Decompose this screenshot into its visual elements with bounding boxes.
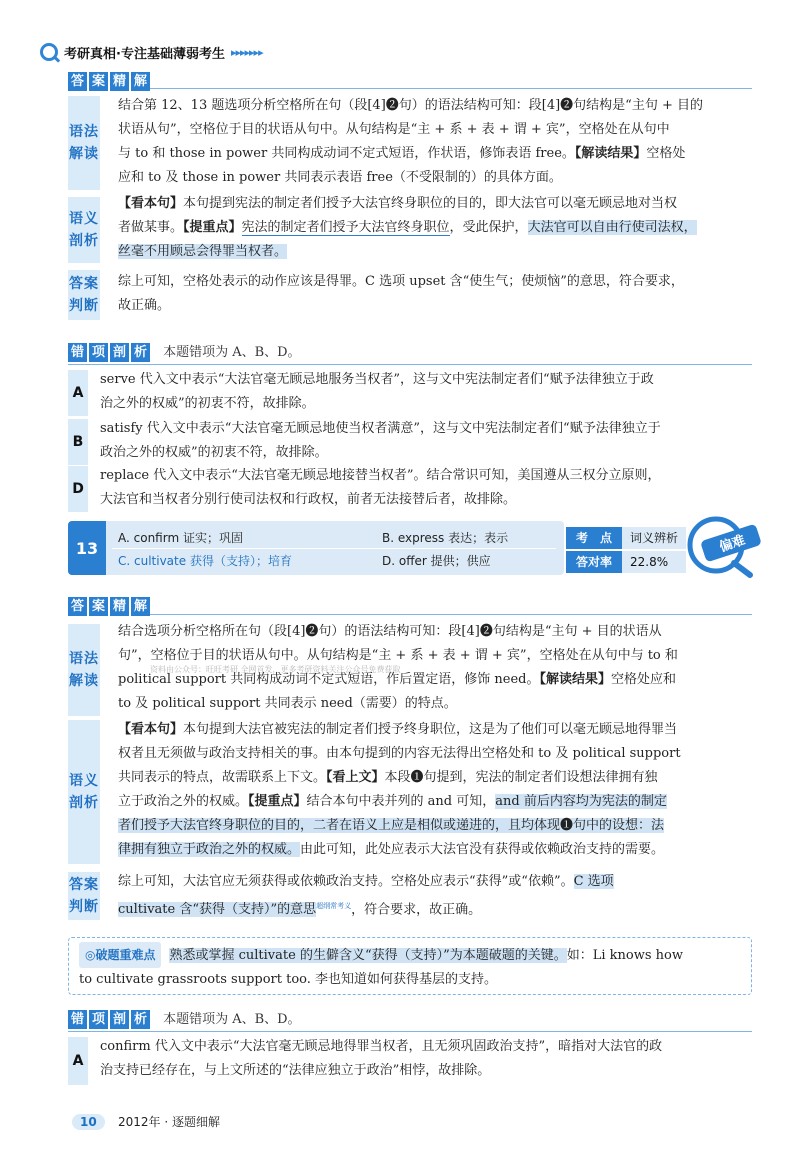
meaning-text: 【看本句】本句提到宪法的制定者们授予大法官终身职位的目的，即大法官可以毫无顾忌地对当权 者做某事。【提重点】宪法的制定者们授予大法官终身职位，受此保护，大法官可以自由行使司法权， 丝毫不用顾忌会得罪当权者。 bbox=[118, 196, 697, 259]
kaodian-row bbox=[566, 527, 686, 549]
watermark: 资料由公众号：旺旺考研 全网首发，更多考研资料关注公众号免费获取 bbox=[150, 665, 401, 674]
divider bbox=[150, 88, 752, 89]
grammar-label: 语法解读 bbox=[68, 96, 100, 190]
wrong-options-tag: 错 项 剖 析 本题错项为 A、B、D。 bbox=[68, 343, 304, 362]
wrong-option-a: serve 代入文中表示“大法官毫无顾忌地服务当权者”，这与文中宪法制定者们“赋予法律独立于政 治之外的权威”的初衷不符，故排除。 bbox=[100, 372, 654, 411]
grammar-text-2: 结合选项分析空格所在句（段[4]❷句）的语法结构可知：段[4]❷句结构是“主句 + 目的状语从 句”，空格位于目的状语从句中。从句结构是“主 + 系 + 表 + 谓 + 宾”，空格处在从句中与 to 和 political support 共同构成动词不定式短语，作后置定语，修饰 need。【解读结果】空格处应和 to 及 political support 共同表示 need（需要）的特点。 bbox=[118, 624, 678, 711]
option-letter-b: B bbox=[68, 419, 88, 465]
option-a: A. confirm 证实；巩固 bbox=[118, 531, 243, 545]
grammar-text: 结合第 12、13 题选项分析空格所在句（段[4]❷句）的语法结构可知：段[4]❷句结构是“主句 + 目的 状语从句”，空格位于目的状语从句中。从句结构是“主 + 系 + 表 + 谓 + 宾”，空格处在从句中 与 to 和 those in power 共同构成动词不定式短语，作状语，修饰表语 free。【解读结果】空格处 应和 to 及 those in power 共同表示表语 free（不受限制的）的具体方面。 bbox=[118, 98, 703, 185]
kaodian-label: 考 点 bbox=[566, 527, 622, 549]
option-b: B. express 表达；表示 bbox=[382, 531, 509, 545]
meaning-text-2: 【看本句】本句提到大法官被宪法的制定者们授予终身职位，这是为了他们可以毫无顾忌地得罪当 权者且无须做与政治支持相关的事。由本句提到的内容无法得出空格处和 to 及 political support 共同表示的特点，故需联系上下文。【看上文】本段❶句提到，宪法的制定者们设想法律拥有独 立于政治之外的权威。【提重点】结合本句中表并列的 and 可知，and 前后内容均为宪法的制定 者们授予大法官终身职位的目的，二者在语义上应是相似或递进的，且均体现❶句中的设想：法 律拥有独立于政治之外的权威。由此可知，此处应表示大法官没有获得或依赖政治支持的需要。 bbox=[118, 722, 681, 857]
footer-title: 2012年 · 逐题细解 bbox=[118, 1115, 220, 1129]
option-letter-d: D bbox=[68, 466, 88, 512]
answer-text-2: 综上可知，大法官应无须获得或依赖政治支持。空格处应表示“获得”或“依赖”。C 选项 cultivate 含“获得（支持）”的意思$^{超纲常考义}$，符合要求，故正确。 bbox=[118, 874, 614, 918]
badge-handle bbox=[734, 563, 750, 575]
answer-analysis-tag: 答 案 精 解 bbox=[68, 72, 150, 91]
divider bbox=[68, 1031, 752, 1032]
option-d: D. offer 提供；供应 bbox=[382, 554, 491, 568]
rate-label: 答对率 bbox=[566, 551, 622, 573]
answer-label: 答案判断 bbox=[68, 270, 100, 320]
wrong-option-b: satisfy 代入文中表示“大法官毫无顾忌地使当权者满意”，这与文中宪法制定者们“赋予法律独立于 政治之外的权威”的初衷不符，故排除。 bbox=[100, 421, 661, 460]
question-number: 13 bbox=[68, 521, 106, 575]
answer-text: 综上可知，空格处表示的动作应该是得罪。C 选项 upset 含“使生气；使烦恼”的意思，符合要求， 故正确。 bbox=[118, 274, 684, 313]
meaning-label: 语义剖析 bbox=[68, 197, 100, 263]
wrong-option-a-2: confirm 代入文中表示“大法官毫无顾忌地得罪当权者，且无须巩固政治支持”，暗指对大法官的政 治支持已经存在，与上文所述的“法律应独立于政治”相悖，故排除。 bbox=[100, 1039, 663, 1078]
meaning-label-2: 语义剖析 bbox=[68, 720, 100, 864]
difficulty-badge bbox=[680, 515, 764, 579]
grammar-label-2: 语法解读 bbox=[68, 624, 100, 716]
divider bbox=[68, 364, 752, 365]
wrong-option-d: replace 代入文中表示“大法官毫无顾忌地接替当权者”。结合常识可知，美国遵从三权分立原则， 大法官和当权者分别行使司法权和行政权，前者无法接替后者，故排除。 bbox=[100, 468, 661, 507]
page-number: 10 bbox=[72, 1114, 105, 1130]
answer-analysis-tag-2: 答 案 精 解 bbox=[68, 597, 150, 616]
brand-title: 考研真相·专注基础薄弱考生 bbox=[64, 46, 225, 62]
wrong-options-tag-2: 错 项 剖 析 本题错项为 A、B、D。 bbox=[68, 1010, 304, 1029]
brand-header bbox=[40, 40, 263, 64]
option-c: C. cultivate 获得（支持）；培育 bbox=[118, 554, 292, 568]
answer-label-2: 答案判断 bbox=[68, 872, 100, 920]
key-tip-label: ◎破题重难点 bbox=[79, 942, 161, 968]
rate-row bbox=[566, 551, 686, 573]
key-tip-box: ◎破题重难点 熟悉或掌握 cultivate 的生僻含义“获得（支持）”为本题破题的关键。如：Li knows how to cultivate grassroots support too. 李也知道如何获得基层的支持。 bbox=[68, 937, 752, 995]
divider bbox=[150, 614, 752, 615]
option-letter-a-2: A bbox=[68, 1037, 88, 1085]
divider bbox=[112, 548, 556, 549]
kaodian-value: 词义辨析 bbox=[622, 527, 686, 549]
arrows-decoration: ▸▸▸▸▸▸▸ bbox=[230, 45, 263, 59]
badge-text: 偏难 bbox=[717, 532, 748, 556]
option-letter-a: A bbox=[68, 370, 88, 416]
search-logo-icon bbox=[40, 43, 58, 61]
rate-value: 22.8% bbox=[622, 551, 686, 573]
